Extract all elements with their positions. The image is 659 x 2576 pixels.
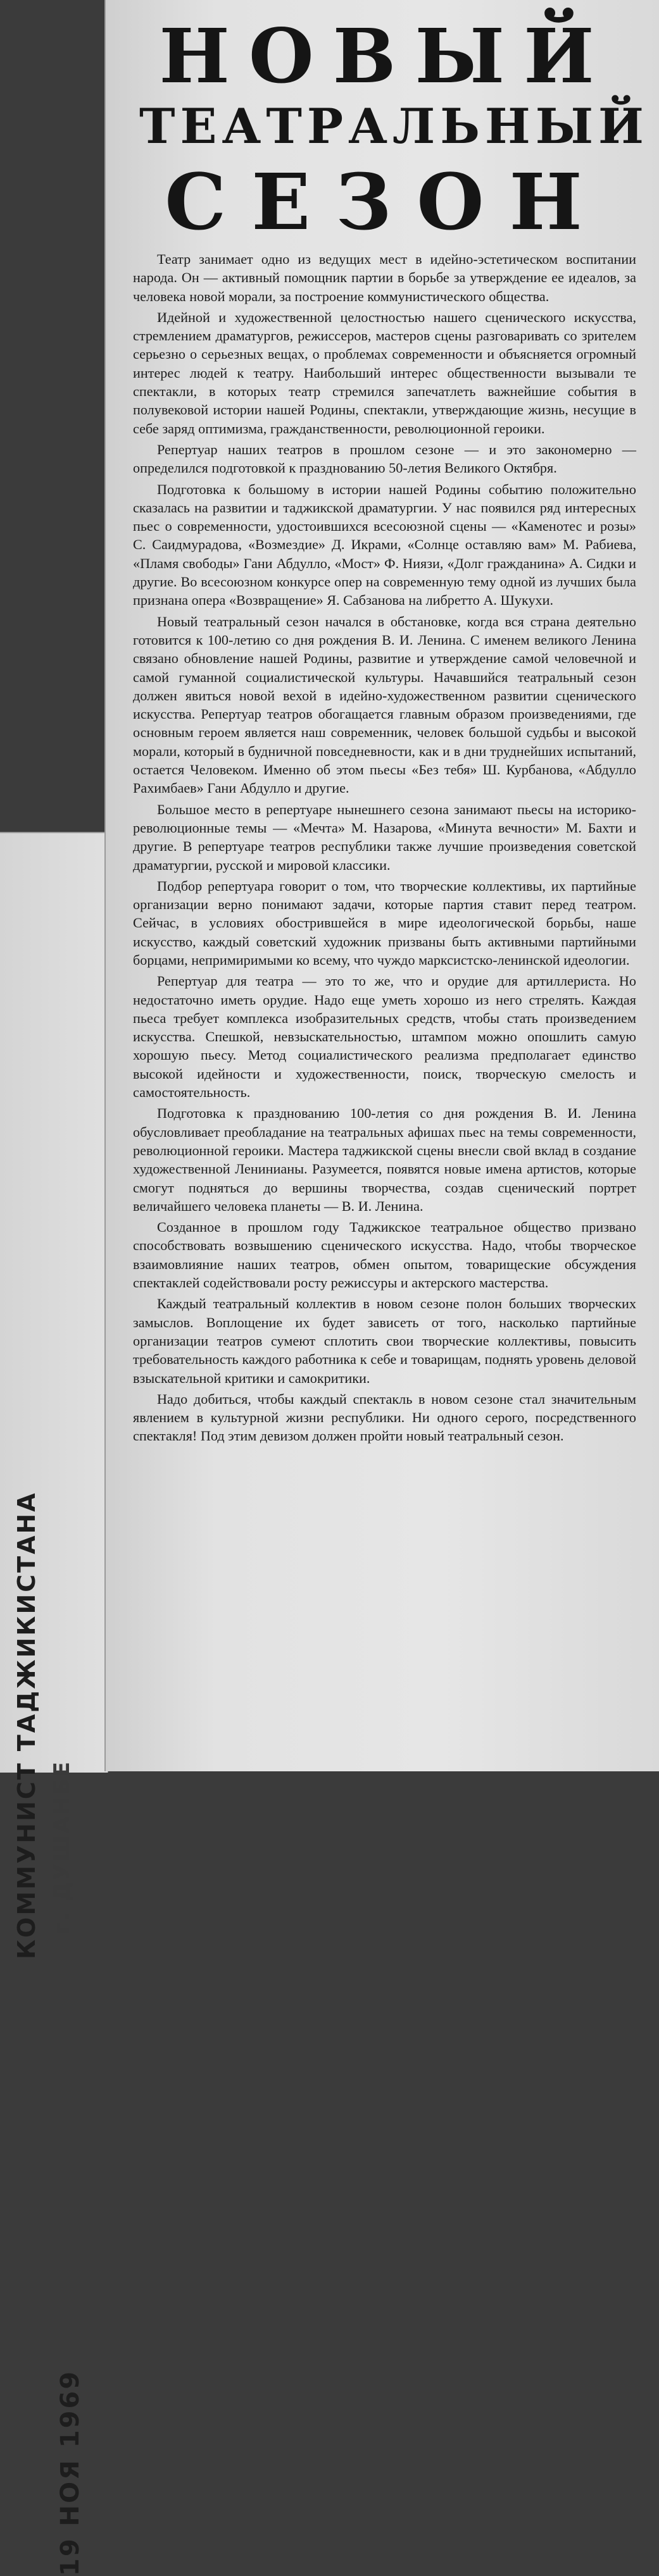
- paragraph: Репертуар наших театров в прошлом сезоне — и это закономерно — определился подготовкой к празднованию 50-летия Великого Октября.: [133, 441, 636, 476]
- stamp-newspaper-name: КОММУНИСТ ТАДЖИКИСТАНА: [13, 1491, 41, 1959]
- paragraph: Каждый театральный коллектив в новом сезоне полон больших творческих замыслов. Воплощение их будет зависеть от того, насколько партийные организации театров сумеют сплотить свои творческие коллективы, повысить требовательность каждого работника к себе и товарищам, поднять уровень деловой взыскательной критики и самокритики.: [133, 1296, 636, 1386]
- paragraph: Надо добиться, чтобы каждый спектакль в новом сезоне стал значительным явлением в культурной жизни республики. Ни одного серого, посредственного спектакля! Под этим девизом должен пройти новый театральный сезон.: [133, 1390, 636, 1444]
- headline-line-3: СЕЗОН: [165, 156, 608, 247]
- paragraph: Подготовка к большому в истории нашей Родины событию положительно сказалась на развитии и таджикской драматургии. У нас появился ряд интересных пьес о современности, удостоившихся всесоюзной сцены — «Каменотес и розы» С. Саидмурадова, «Возмездие» Д. Икрами, «Солнце оставляю вам» М. Рабиева, «Пламя свободы» Гани Абдулло, «Мост» Ф. Ниязи, «Долг гражданина» А. Сидки и другие. Во всесоюзном конкурсе опер на современную тему одной из лучших была признана опера «Возвращение» Я. Сабзанова на либретто А. Шукухи.: [133, 481, 636, 609]
- paragraph: Подбор репертуара говорит о том, что творческие коллективы, их партийные организации верно понимают задачи, которые партия ставит перед театром. Сейчас, в условиях обострившейся в мире идеологической борьбы, наше искусство, каждый советский художник призваны быть активными партийными борцами, непримиримыми ко всему, что чуждо марксистско-ленинской идеологии.: [133, 877, 636, 968]
- paragraph: Репертуар для театра — это то же, что и орудие для артиллериста. Но недостаточно иметь орудие. Надо еще уметь хорошо из него стрелять. Каждая пьеса требует комплекса изобразительных средств, чтобы стать произведением искусства. Спешкой, невзыскательностью, штампом можно опошлить самую хорошую пьесу. Метод социалистического реализма предполагает единство высокой идейности и художественности, поиск, творческую смелость и самостоятельность.: [133, 973, 636, 1101]
- paragraph: Созданное в прошлом году Таджикское театральное общество призвано способствовать возвышению сценического искусства. Надо, чтобы творческое взаимовлияние наших театров, обмен опытом, товарищеские обсуждения спектаклей содействовали росту режиссуры и актерского мастерства.: [133, 1219, 636, 1291]
- paragraph: Новый театральный сезон начался в обстановке, когда вся страна деятельно готовится к 100-летию со дня рождения В. И. Ленина. С именем великого Ленина связано обновление нашей Родины, развитие и утверждение самой человечной и самой гуманной социалистической культуры. Начавшийся театральный сезон должен явиться новой вехой в идейно-художественном развитии сценического искусства. Репертуар театров обогащается главным образом произведениями, где основным героем является наш современник, человек большой судьбы и высокой морали, который в будничной повседневности, как и в дни труднейших испытаний, остается Человеком. Именно об этом пьесы «Без тебя» Ш. Курбанова, «Абдулло Рахимбаев» Гани Абдулло и другие.: [133, 613, 636, 796]
- article-body: [133, 250, 636, 1448]
- paragraph: Театр занимает одно из ведущих мест в идейно-эстетическом воспитании народа. Он — активный помощник партии в борьбе за утверждение ее идеалов, за человека новой морали, за построение коммунистического общества.: [133, 251, 636, 304]
- stamp-city: г. ДУШАНБЕ: [49, 1760, 75, 1934]
- headline-line-1: НОВЫЙ: [159, 12, 613, 100]
- headline-line-2: ТЕАТРАЛЬНЫЙ: [139, 98, 649, 154]
- stamp-date: 19 НОЯ 1969: [56, 2369, 85, 2576]
- paragraph: Идейной и художественной целостностью нашего сценического искусства, стремлением драматургов, режиссеров, мастеров сцены разговаривать со зрителем серьезно о серьезных вещах, о проблемах современности и объясняется огромный интерес людей к театру. Наибольший интерес общественности вызывали те спектакли, в которых театр стремился запечатлеть важнейшие события в полувековой истории нашей Родины, спектакли, утверждающие жизнь, несущие в себе заряд оптимизма, гражданственности, революционной героики.: [133, 309, 636, 437]
- paragraph: Подготовка к празднованию 100-летия со дня рождения В. И. Ленина обусловливает преобладание на театральных афишах пьес на темы современности, революционной героики. Мастера таджикской сцены внесли свой вклад в создание художественной Ленинианы. Разумеется, появятся новые имена артистов, которые смогут подняться до вершины творчества, создав сценический портрет величайшего человека планеты — В. И. Ленина.: [133, 1105, 636, 1214]
- paragraph: Большое место в репертуаре нынешнего сезона занимают пьесы на историко-революционные темы — «Мечта» М. Назарова, «Минута вечности» М. Бахти и другие. В репертуаре театров республики также лучшие произведения советской драматургии, русской и мировой классики.: [133, 801, 636, 873]
- archive-stamp-strip: [0, 832, 108, 2576]
